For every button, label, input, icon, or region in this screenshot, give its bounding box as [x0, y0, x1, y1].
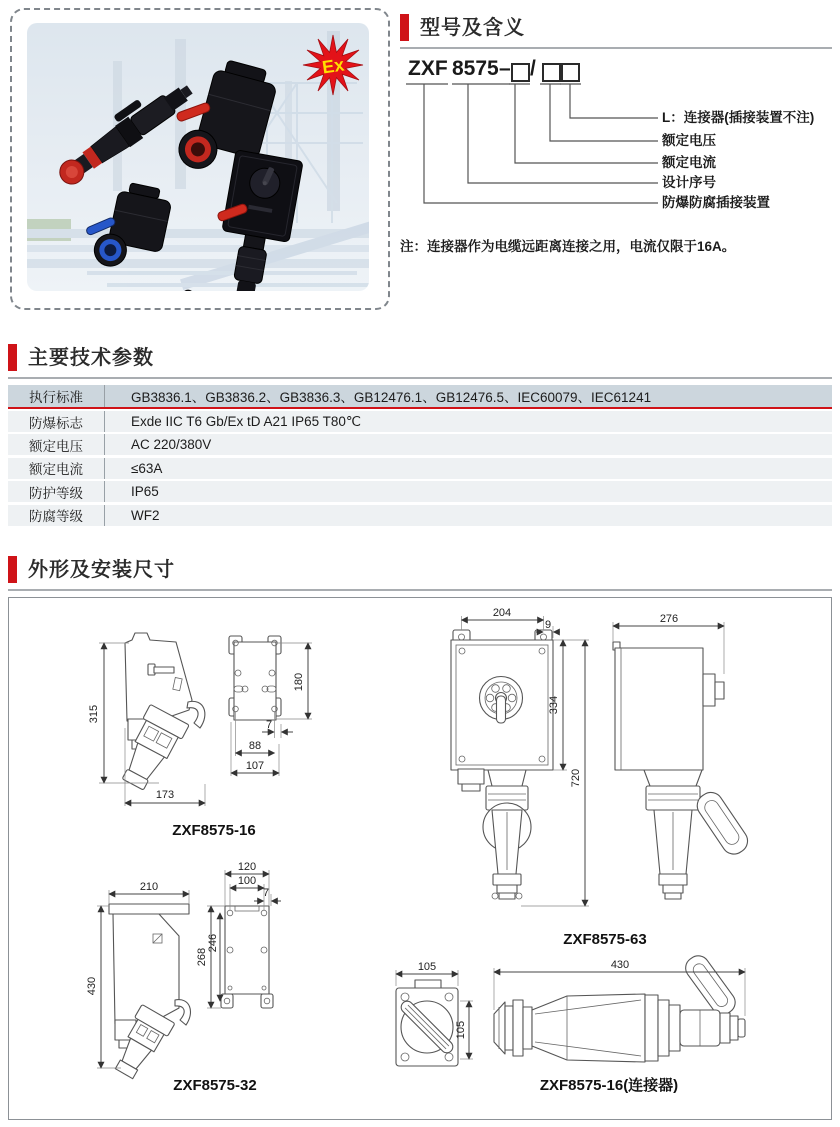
drawing-label: ZXF8575-32: [173, 1077, 257, 1094]
dim-label: 105: [417, 961, 437, 973]
dims-section-title: 外形及安装尺寸: [28, 558, 175, 581]
table-row: [8, 505, 832, 526]
dim-label: 88: [248, 740, 262, 752]
model-slash: /: [530, 57, 536, 80]
param-label: 防爆标志: [8, 411, 105, 432]
param-label: 额定电流: [8, 458, 105, 479]
table-row: [8, 411, 832, 432]
model-series: 8575: [452, 57, 499, 80]
callout-connector: L：连接器(插接装置不注): [662, 110, 815, 125]
callout-device-type: 防爆防腐插接装置: [662, 195, 770, 210]
param-label: 防腐等级: [8, 505, 105, 526]
param-label: 防护等级: [8, 481, 105, 502]
callout-design-serial: 设计序号: [662, 175, 716, 190]
dim-label: 173: [155, 789, 175, 801]
param-value: AC 220/380V: [131, 437, 212, 453]
dim-label: 204: [492, 607, 512, 619]
model-placeholder-box: [542, 63, 561, 82]
section-accent-bar: [8, 556, 17, 583]
dim-label: 9: [544, 619, 552, 631]
dim-label: 334: [548, 695, 560, 715]
param-value: WF2: [131, 507, 160, 523]
model-placeholder-box: [561, 63, 580, 82]
drawing-label: ZXF8575-16: [172, 822, 256, 839]
param-value: ≤63A: [131, 460, 163, 476]
ex-badge-text: Ex: [320, 54, 346, 78]
param-value: Exde IIC T6 Gb/Ex tD A21 IP65 T80℃: [131, 413, 362, 429]
dim-label: 210: [139, 881, 159, 893]
model-dash: –: [499, 57, 511, 80]
ex-badge: [303, 35, 363, 95]
drawing-zxf8575-16: [88, 633, 312, 839]
model-diagram: [400, 58, 832, 222]
dim-label: 720: [570, 768, 582, 788]
param-label: 额定电压: [8, 434, 105, 455]
param-value: IP65: [131, 484, 159, 500]
params-table: [8, 385, 832, 528]
table-red-divider: [8, 407, 832, 409]
dim-label: 246: [207, 933, 219, 953]
table-row: [8, 385, 832, 407]
model-placeholder-box: [511, 63, 530, 82]
drawing-zxf8575-63: [451, 607, 752, 948]
dimension-drawings: [9, 598, 831, 1119]
dimension-drawings-box: [8, 597, 832, 1120]
drawing-zxf8575-32: [86, 861, 281, 1094]
dim-label: 430: [610, 959, 630, 971]
model-prefix: ZXF: [408, 57, 448, 80]
table-row: [8, 434, 832, 455]
product-photo: [27, 23, 369, 291]
drawing-label: ZXF8575-63: [563, 931, 647, 948]
param-label: 执行标准: [8, 385, 105, 407]
dim-label: 276: [659, 613, 679, 625]
section-accent-bar: [400, 14, 409, 41]
dim-label: 107: [245, 760, 265, 772]
dim-label: 315: [88, 704, 100, 724]
dim-label: 180: [293, 672, 305, 692]
model-section-header: [400, 14, 832, 49]
callout-rated-voltage: 额定电压: [662, 133, 716, 148]
model-note: 注：连接器作为电缆远距离连接之用，电流仅限于16A。: [400, 238, 736, 254]
dim-label: 268: [196, 947, 208, 967]
dim-label: 105: [455, 1020, 467, 1040]
model-section-title: 型号及含义: [420, 16, 525, 39]
product-photo-card: [10, 8, 390, 310]
dim-label: 120: [237, 861, 257, 873]
product-photo-illustration: [27, 23, 369, 291]
dim-label: 7: [265, 719, 273, 731]
params-section-header: [8, 344, 832, 379]
drawing-label: ZXF8575-16(连接器): [539, 1077, 679, 1094]
table-row: [8, 481, 832, 502]
callout-rated-current: 额定电流: [662, 155, 716, 170]
param-value: GB3836.1、GB3836.2、GB3836.3、GB12476.1、GB12476.5、IEC60079、IEC61241: [131, 390, 652, 405]
dim-label: 430: [86, 976, 98, 996]
section-accent-bar: [8, 344, 17, 371]
table-row: [8, 458, 832, 479]
dim-label: 7: [262, 887, 270, 899]
dim-label: 100: [237, 875, 257, 887]
params-section-title: 主要技术参数: [28, 346, 154, 369]
drawing-zxf8575-16-connector: [396, 951, 745, 1094]
dims-section-header: [8, 556, 832, 591]
